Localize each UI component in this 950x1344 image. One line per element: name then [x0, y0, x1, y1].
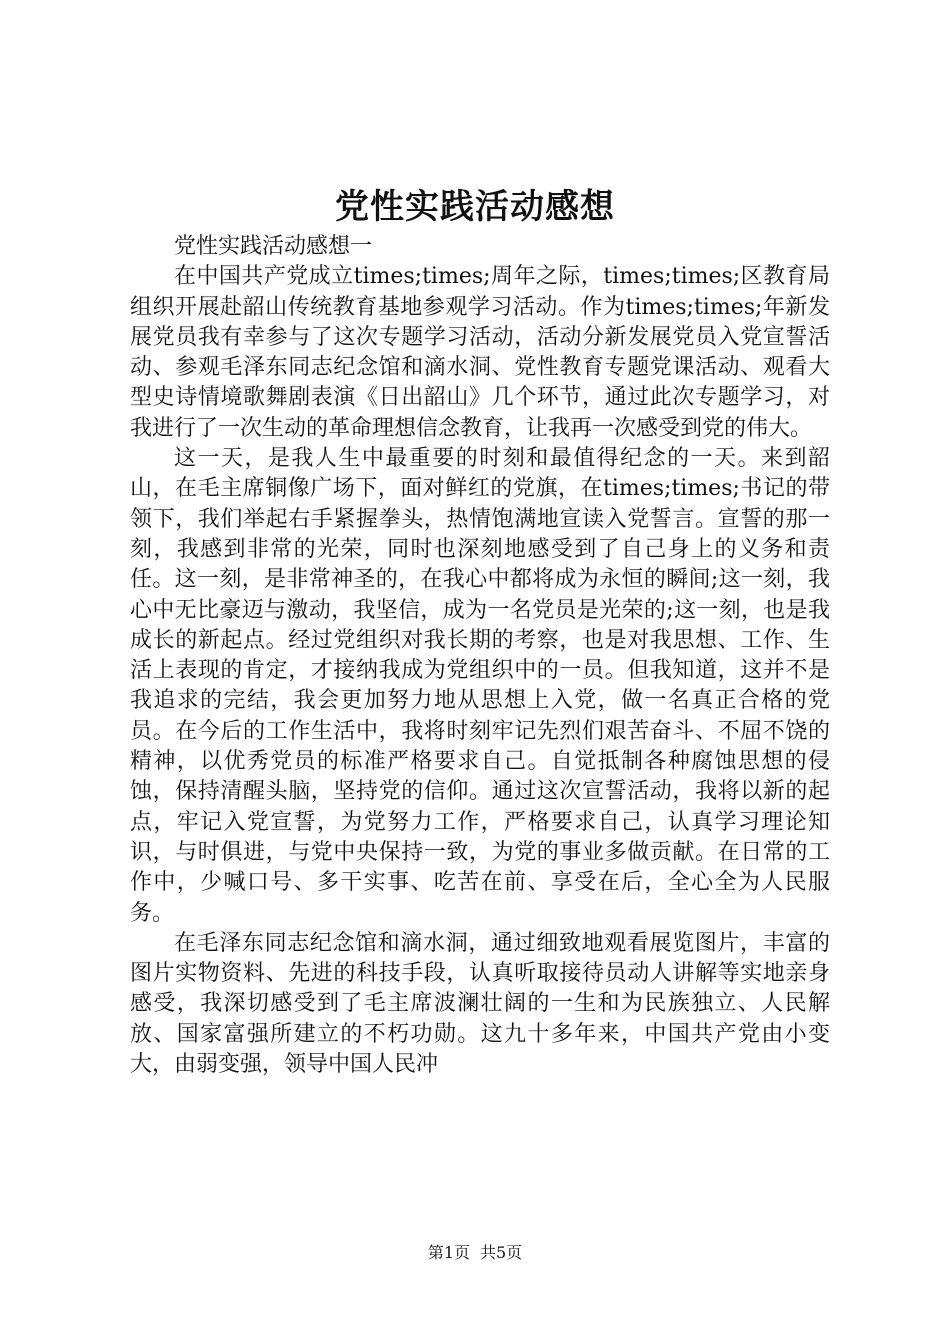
paragraph: 这一天，是我人生中最重要的时刻和最值得纪念的一天。来到韶山，在毛主席铜像广场下，面对鲜红的党旗，在times;times;书记的带领下，我们举起右手紧握拳头，热情饱满地宣读入党誓言。宣誓的那一刻，我感到非常的光荣，同时也深刻地感受到了自己身上的义务和责任。这一刻，是非常神圣的，在我心中都将成为永恒的瞬间;这一刻，我心中无比豪迈与激动，我坚信，成为一名党员是光荣的;这一刻，也是我成长的新起点。经过党组织对我长期的考察，也是对我思想、工作、生活上表现的肯定，才接纳我成为党组织中的一员。但我知道，这并不是我追求的完结，我会更加努力地从思想上入党，做一名真正合格的党员。在今后的工作生活中，我将时刻牢记先烈们艰苦奋斗、不屈不饶的精神，以优秀党员的标准严格要求自己。自觉抵制各种腐蚀思想的侵蚀，保持清醒头脑，坚持党的信仰。通过这次宣誓活动，我将以新的起点，牢记入党宣誓，为党努力工作，严格要求自己，认真学习理论知识，与时俱进，与党中央保持一致，为党的事业多做贡献。在日常的工作中，少喊口号、多干实事、吃苦在前、享受在后，全心全为人民服务。 [130, 446, 830, 926]
document-body [130, 232, 830, 1080]
page-footer [0, 1243, 950, 1263]
page-total: 共5页 [480, 1243, 523, 1262]
paragraph: 在毛泽东同志纪念馆和滴水洞，通过细致地观看展览图片，丰富的图片实物资料、先进的科技手段，认真听取接待员动人讲解等实地亲身感受，我深切感受到了毛主席波澜壮阔的一生和为民族独立、人民解放、国家富强所建立的不朽功勋。这九十多年来，中国共产党由小变大，由弱变强，领导中国人民冲 [130, 930, 830, 1078]
paragraph: 在中国共产党成立times;times;周年之际，times;times;区教育局组织开展赴韶山传统教育基地参观学习活动。作为times;times;年新发展党员我有幸参与了这次专题学习活动，活动分新发展党员入党宣誓活动、参观毛泽东同志纪念馆和滴水洞、党性教育专题党课活动、观看大型史诗情境歌舞剧表演《日出韶山》几个环节，通过此次专题学习，对我进行了一次生动的革命理想信念教育，让我再一次感受到党的伟大。 [130, 264, 830, 441]
page-number: 第1页 [427, 1243, 470, 1262]
document-title: 党性实践活动感想 [335, 187, 615, 227]
paragraph-subtitle: 党性实践活动感想一 [174, 234, 373, 259]
